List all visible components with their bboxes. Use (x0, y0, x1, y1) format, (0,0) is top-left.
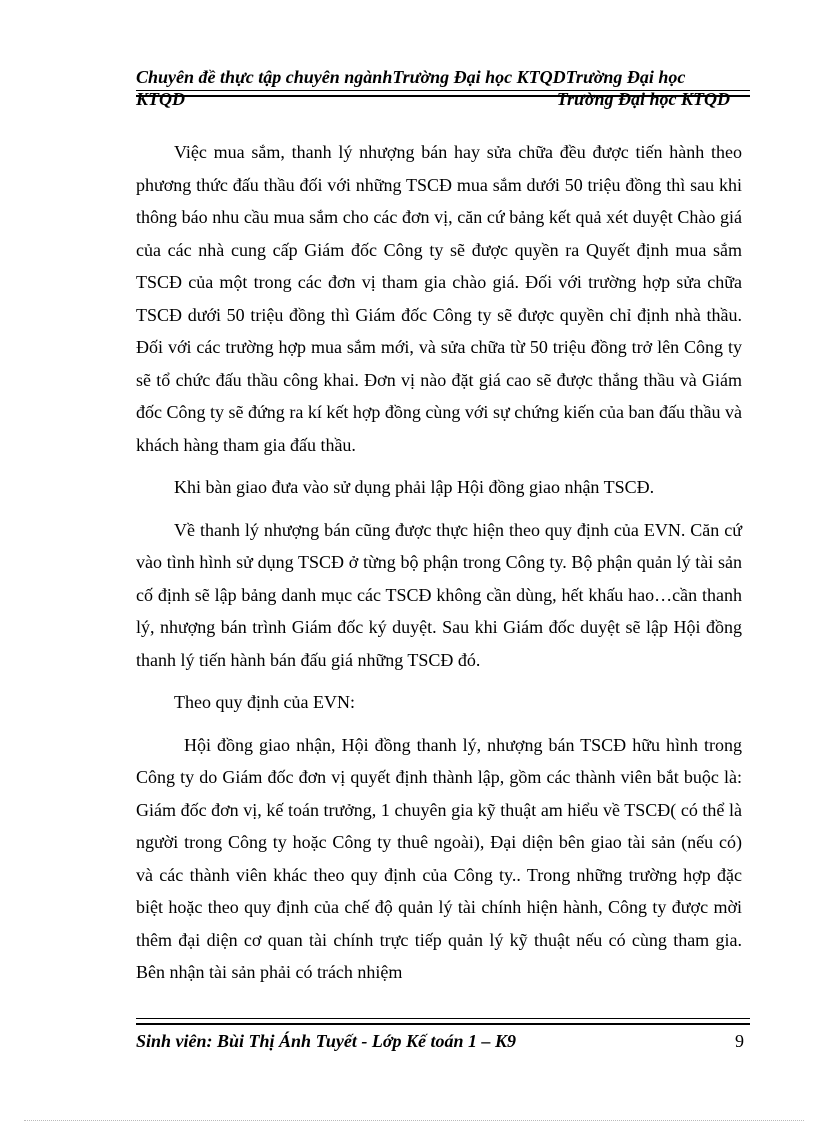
paragraph-evn-rule: Theo quy định của EVN: (174, 692, 355, 712)
header-divider (136, 90, 750, 97)
footer-divider (136, 1018, 750, 1025)
paragraph-council: Hội đồng giao nhận, Hội đồng thanh lý, nhượng bán TSCĐ hữu hình trong Công ty do Giám đốc đơn vị quyết định thành lập, gồm các thành viên bắt buộc là: Giám đốc đơn vị, kế toán trưởng, 1 chuyên gia kỹ thuật am hiểu về TSCĐ( có thể là người trong Công ty hoặc Công ty thuê ngoài), Đại diện bên giao tài sản (nếu có) và các thành viên khác theo quy định của Công ty.. Trong những trường hợp đặc biệt hoặc theo quy định của chế độ quản lý tài chính hiện hành, Công ty được mời thêm đại diện cơ quan tài chính trực tiếp quản lý kỹ thuật nếu có cùng tham gia. Bên nhận tài sản phải có trách nhiệm (136, 734, 742, 982)
paragraph-handover: Khi bàn giao đưa vào sử dụng phải lập Hội đồng giao nhận TSCĐ. (174, 477, 655, 497)
page-number: 9 (735, 1031, 744, 1051)
header-title-line1: Chuyên đề thực tập chuyên ngànhTrường Đại học KTQDTrường Đại học (136, 67, 686, 87)
header-line2-left: KTQD (136, 89, 185, 109)
page-body (136, 136, 742, 999)
paragraph-procurement: Việc mua sắm, thanh lý nhượng bán hay sửa chữa đều được tiến hành theo phương thức đấu thầu đối với những TSCĐ mua sắm dưới 50 triệu đồng thì sau khi thông báo nhu cầu mua sắm cho các đơn vị, căn cứ bảng kết quả xét duyệt Chào giá của các nhà cung cấp Giám đốc Công ty sẽ được quyền ra Quyết định mua sắm TSCĐ của một trong các đơn vị tham gia chào giá. Đối với trường hợp sửa chữa TSCĐ dưới 50 triệu đồng thì Giám đốc Công ty sẽ được quyền chỉ định nhà thầu. Đối với các trường hợp mua sắm mới, và sửa chữa từ 50 triệu đồng trở lên Công ty sẽ tổ chức đấu thầu công khai. Đơn vị nào đặt giá cao sẽ được thắng thầu và Giám đốc Công ty sẽ đứng ra kí kết hợp đồng cùng với sự chứng kiến của ban đấu thầu và khách hàng tham gia đấu thầu. (136, 142, 742, 455)
page-header (136, 66, 748, 110)
page-bottom-edge (24, 1120, 804, 1121)
header-line2-right: Trường Đại học KTQD (556, 89, 730, 109)
paragraph-liquidation: Về thanh lý nhượng bán cũng được thực hiện theo quy định của EVN. Căn cứ vào tình hình sử dụng TSCĐ ở từng bộ phận trong Công ty. Bộ phận quản lý tài sản cố định sẽ lập bảng danh mục các TSCĐ không cần dùng, hết khấu hao…cần thanh lý, nhượng bán trình Giám đốc ký duyệt. Sau khi Giám đốc duyệt sẽ lập Hội đồng thanh lý tiến hành bán đấu giá những TSCĐ đó. (136, 519, 742, 670)
page-footer (136, 1031, 748, 1055)
footer-student-info: Sinh viên: Bùi Thị Ánh Tuyết - Lớp Kế toán 1 – K9 (136, 1031, 517, 1051)
